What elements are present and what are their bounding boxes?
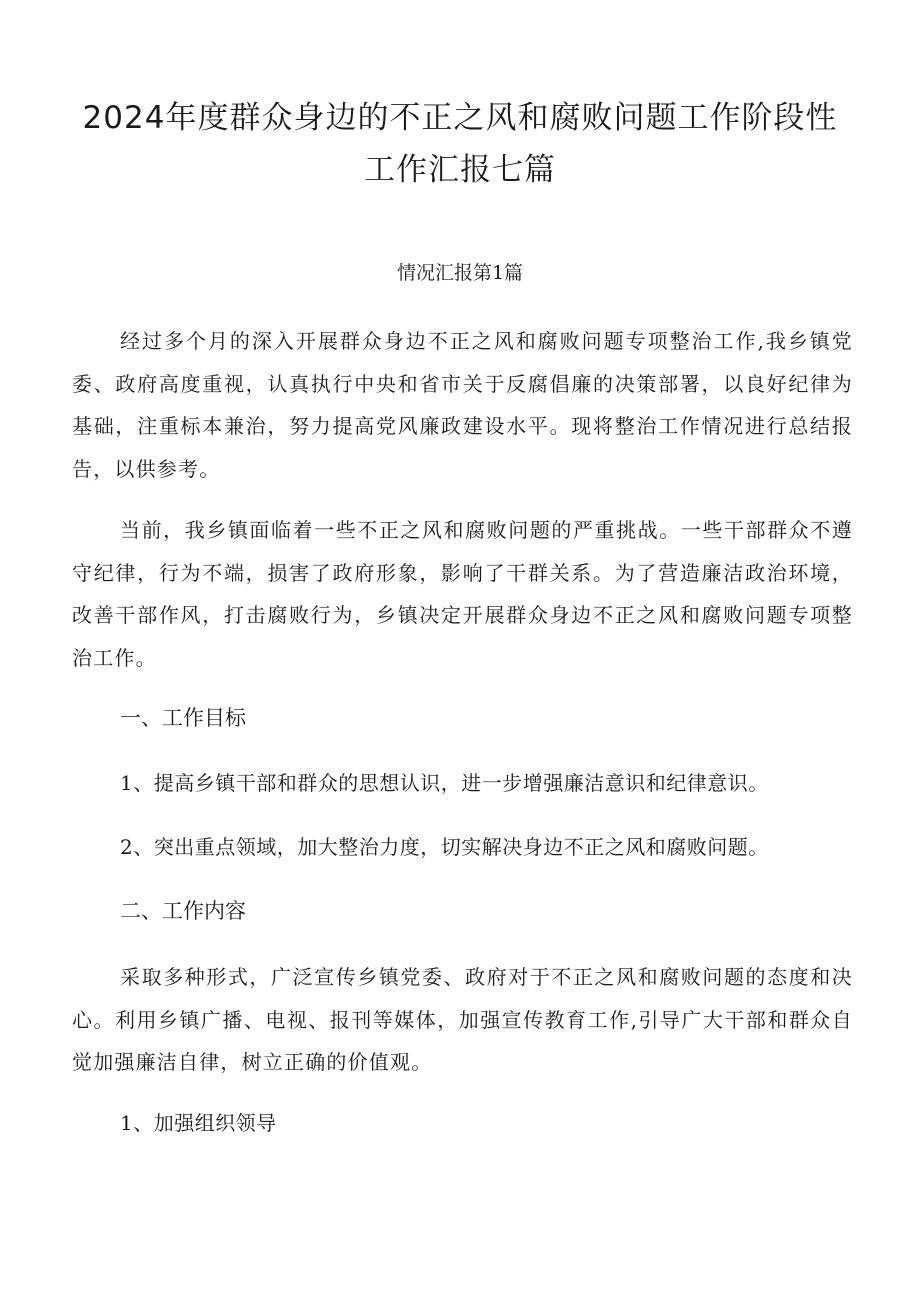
section-heading-content: 二、工作内容 — [120, 899, 246, 923]
section-heading-goals: 一、工作目标 — [120, 706, 246, 730]
content-item: 1、加强组织领导 — [120, 1111, 277, 1135]
intro-paragraph: 经过多个月的深入开展群众身边不正之风和腐败问题专项整治工作,我乡镇党委、政府高度重视，认真执行中央和省市关于反腐倡廉的决策部署，以良好纪律为基础，注重标本兼治，努力提高党风廉政建设水平。现将整治工作情况进行总结报告，以供参考。 — [72, 329, 853, 481]
goal-item: 2、突出重点领域，加大整治力度，切实解决身边不正之风和腐败问题。 — [120, 835, 769, 859]
goal-item: 1、提高乡镇干部和群众的思想认识，进一步增强廉洁意识和纪律意识。 — [120, 771, 769, 795]
content-paragraph: 采取多种形式，广泛宣传乡镇党委、政府对于不正之风和腐败问题的态度和决心。利用乡镇广播、电视、报刊等媒体，加强宣传教育工作,引导广大干部和群众自觉加强廉洁自律，树立正确的价值观。 — [72, 965, 853, 1074]
document-title: 2024年度群众身边的不正之风和腐败问题工作阶段性工作汇报七篇 — [82, 100, 838, 188]
background-paragraph: 当前，我乡镇面临着一些不正之风和腐败问题的严重挑战。一些干部群众不遵守纪律，行为不端，损害了政府形象，影响了干群关系。为了营造廉洁政治环境，改善干部作风，打击腐败行为，乡镇决定开展群众身边不正之风和腐败问题专项整治工作。 — [72, 518, 853, 670]
report-subtitle: 情况汇报第1篇 — [396, 262, 524, 284]
